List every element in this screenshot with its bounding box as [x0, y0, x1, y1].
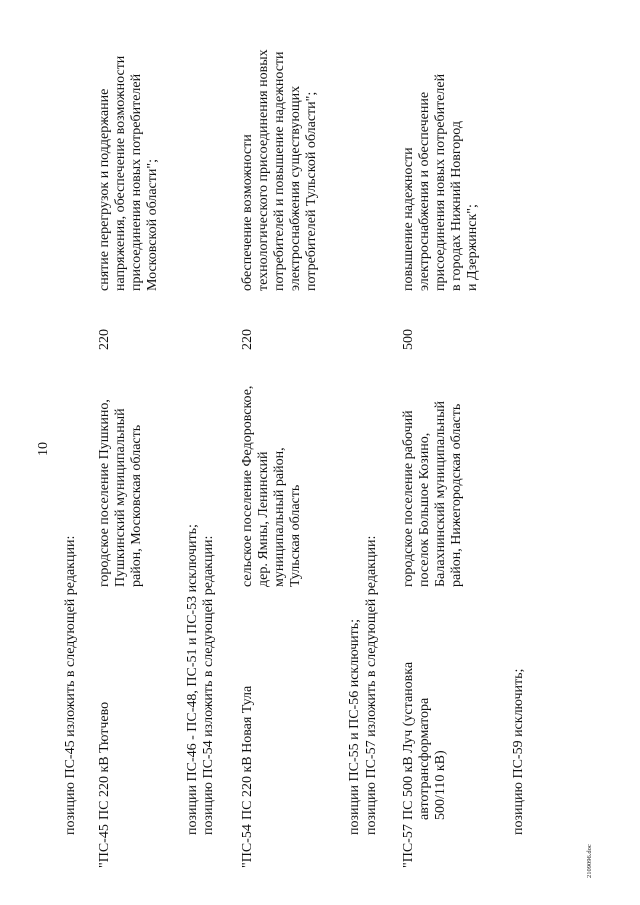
paragraph-ps54-intro: позицию ПС-54 изложить в следующей редакции: [201, 535, 216, 835]
paragraph-exclude-46-53: позиции ПС-46 - ПС-48, ПС-51 и ПС-53 исключить; [185, 524, 200, 835]
row-name: ПС 500 кВ Луч (установка автотрансформатора 500/110 кВ) [401, 661, 448, 820]
row-name: ПС 220 кВ Новая Тула [240, 685, 255, 820]
footer-filename: 2109096.doc [586, 844, 593, 878]
row-location: городское поселение рабочий поселок Большое Козино, Балахнинский муниципальный район, Нижегородская область [401, 401, 464, 587]
row-purpose: снятие перегрузок и поддержание напряжения, обеспечение возможности присоединения новых потребителей Московской области"; [97, 55, 160, 291]
page-number: 10 [36, 442, 51, 456]
row-name: ПС 220 кВ Тютчево [97, 701, 112, 820]
paragraph-ps45-intro: позицию ПС-45 изложить в следующей редакции: [63, 535, 78, 835]
paragraph-ps57-intro: позицию ПС-57 изложить в следующей редакции: [364, 535, 379, 835]
paragraph-exclude-55-56: позиции ПС-55 и ПС-56 исключить; [347, 618, 362, 835]
row-code: "ПС-57 [401, 824, 416, 868]
row-voltage: 220 [97, 329, 112, 350]
row-voltage: 500 [401, 329, 416, 350]
row-code: "ПС-54 [240, 824, 255, 868]
row-voltage: 220 [240, 329, 255, 350]
row-purpose: обеспечение возможности технологического присоединения новых потребителей и повышение надежности электроснабжения существующих потребителей Тульской области"; [240, 49, 319, 291]
row-location: городское поселение Пушкино, Пушкинский муниципальный район, Московская область [97, 399, 144, 587]
row-purpose: повышение надежности электроснабжения и обеспечение присоединения новых потребителей в городах Нижний Новгород и Дзержинск"; [401, 73, 480, 291]
row-location: сельское поселение Федоровское, дер. Ямны, Ленинский муниципальный район, Тульская область [240, 385, 303, 587]
row-code: "ПС-45 [97, 824, 112, 868]
paragraph-exclude-59: позицию ПС-59 исключить; [511, 668, 526, 835]
